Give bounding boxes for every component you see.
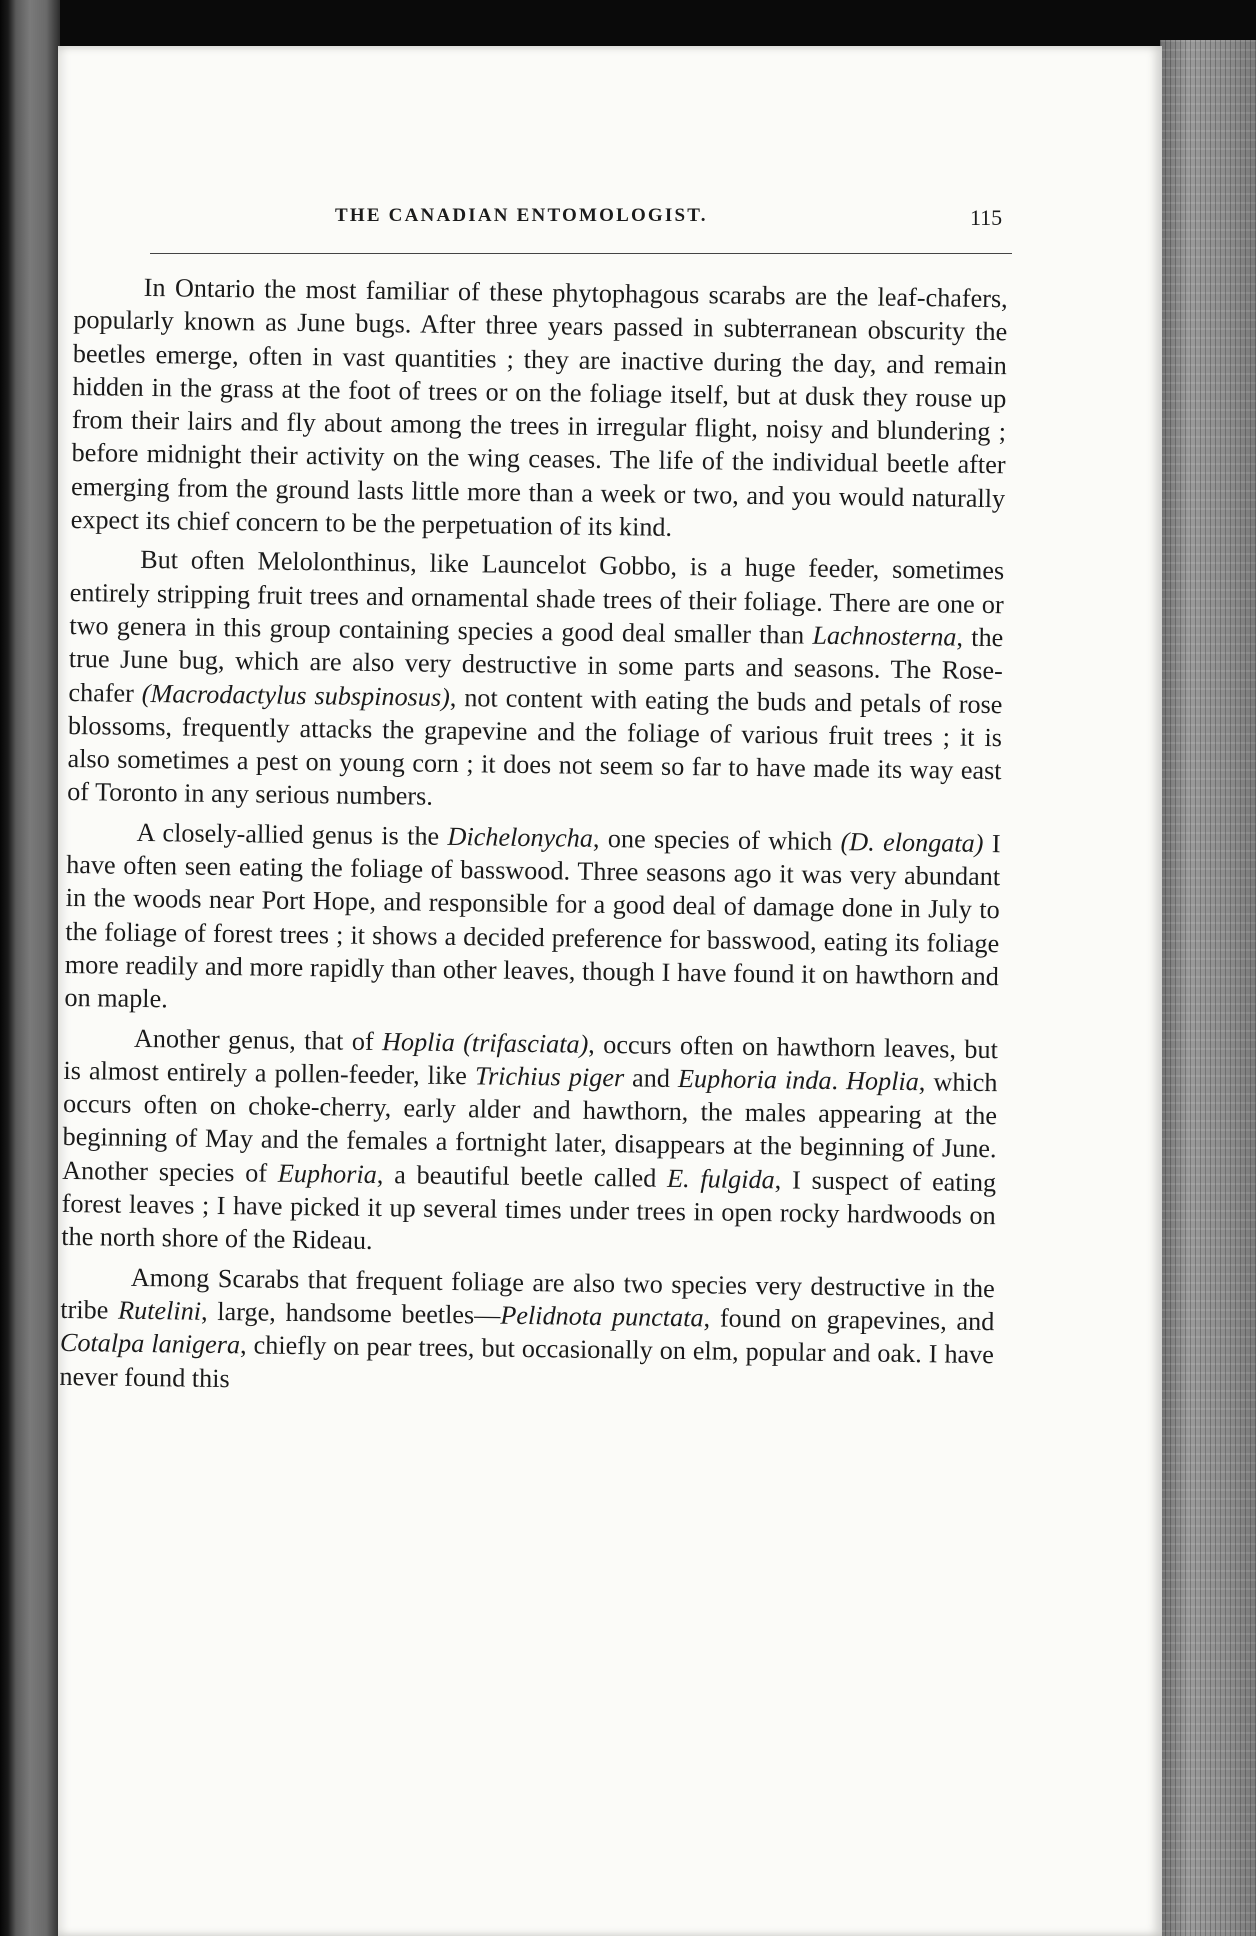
italic-term: Hoplia (trifasciata)	[381, 1026, 589, 1059]
text-run: , I suspect of eating forest leaves ; I have picked it up several times under trees in open rocky hardwoods on the north shore of the Rideau.	[61, 1164, 997, 1256]
text-run: Among Scarabs that frequent foliage are also two species very destructive in the tribe	[60, 1262, 995, 1325]
text-run: , one species of which	[592, 823, 841, 856]
italic-term: (D. elongata)	[840, 826, 984, 858]
top-dark-border	[0, 0, 1256, 46]
text-run: , not content with eating the buds and petals of rose blossoms, frequently attacks the grapevine and the foliage of various fruit trees ; it is also sometimes a pest on young corn ; it does not seem so far to have made its way east of Toronto in any serious numbers.	[66, 682, 1003, 812]
text-run: , large, handsome beetles—	[200, 1296, 501, 1330]
text-run: Another genus, that of	[133, 1023, 383, 1056]
italic-term: (Macrodactylus subspinosus)	[141, 678, 451, 712]
italic-term: Dichelonycha	[447, 821, 594, 853]
text-run: But often Melolonthinus, like Launcelot Gobbo, is a huge feeder, sometimes entirely stripping fruit trees and ornamental shade trees of their foliage. There are one or two genera in this group containing species a good deal smaller than	[69, 545, 1005, 650]
text-run: , a beautiful beetle called	[376, 1159, 668, 1193]
paragraph	[59, 1260, 995, 1405]
text-run: .	[831, 1065, 847, 1096]
italic-term: Lachnosterna	[812, 620, 957, 652]
text-run: I have often seen eating the foliage of basswood. Three seasons ago it was very abundant in the woods near Port Hope, and responsible for a good deal of damage done in July to the foliage of forest trees ; it shows a decided preference for basswood, eating its foliage more readily and more rapidly than other leaves, though I have found it on hawthorn and on maple.	[64, 828, 1001, 1014]
text-run: and	[623, 1063, 679, 1093]
italic-term: E. fulgida	[666, 1163, 775, 1194]
body-text	[59, 270, 1008, 1411]
italic-term: Hoplia	[845, 1066, 920, 1096]
text-run: In Ontario the most familiar of these phytophagous scarabs are the leaf-chafers, popularly known as June bugs. After three years passed in subterranean obscurity the beetles emerge, often in vast quantities ; they are inactive during the day, and remain hidden in the grass at the foot of trees or on the foliage itself, but at dusk they rouse up from their lairs and fly about among the trees in irregular flight, noisy and blundering ; before midnight their activity on the wing ceases. The life of the individual beetle after emerging from the ground lasts little more than a week or two, and you would naturally expect its chief concern to be the perpetuation of its kind.	[70, 272, 1008, 542]
text-run: A closely-allied genus is the	[136, 817, 448, 851]
text-run: , the true June bug, which are also very destructive in some parts and seasons. The Rose-chafer	[68, 622, 1004, 708]
paragraph	[71, 270, 1008, 549]
italic-term: Pelidnota punctata	[500, 1300, 704, 1333]
running-head: THE CANADIAN ENTOMOLOGIST.	[335, 205, 708, 226]
header-rule	[150, 253, 1012, 254]
italic-term: Euphoria inda	[677, 1063, 832, 1095]
text-run: , which occurs often on choke-cherry, early alder and hawthorn, the males appearing at the beginning of May and the females a fortnight later, disappears at the beginning of June. Another species of	[62, 1066, 998, 1188]
italic-term: Cotalpa lanigera	[59, 1328, 241, 1360]
facing-page-edge	[1160, 40, 1256, 1936]
text-run: , occurs often on hawthorn leaves, but is almost entirely a pollen-feeder, like	[63, 1029, 999, 1091]
page-number: 115	[970, 205, 1003, 230]
paragraph	[61, 1020, 998, 1265]
left-binding-edge	[0, 0, 60, 1936]
paragraph	[67, 542, 1004, 821]
italic-term: Rutelini	[117, 1295, 202, 1326]
italic-term: Trichius piger	[474, 1061, 625, 1093]
italic-term: Euphoria	[277, 1158, 378, 1189]
paragraph	[64, 815, 1001, 1027]
text-run: , found on grapevines, and	[703, 1303, 995, 1337]
text-run: , chiefly on pear trees, but occasionally on elm, popular and oak. I have never found this	[59, 1330, 995, 1393]
